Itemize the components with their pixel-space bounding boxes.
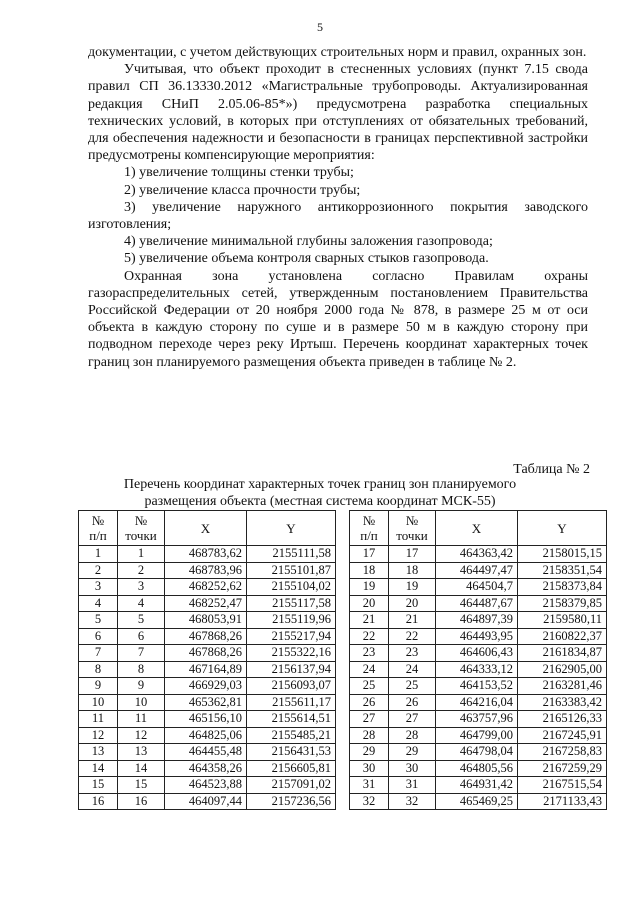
- cell-y: 2155111,58: [247, 546, 336, 563]
- cell-x: 464805,56: [436, 760, 518, 777]
- paragraph: 4) увеличение минимальной глубины заложения газопровода;: [124, 234, 493, 250]
- cell-num: 14: [79, 760, 118, 777]
- cell-x: 468252,47: [165, 595, 247, 612]
- paragraph: 2) увеличение класса прочности трубы;: [124, 182, 361, 198]
- cell-x: 465362,81: [165, 694, 247, 711]
- header-x: X: [436, 511, 518, 546]
- cell-y: 2157091,02: [247, 777, 336, 794]
- cell-y: 2155217,94: [247, 628, 336, 645]
- table-caption: Перечень координат характерных точек границ зон планируемого размещения объекта (местная система координат МСК-55): [123, 477, 517, 509]
- cell-point: 29: [389, 744, 436, 761]
- table-row: [350, 744, 607, 761]
- cell-num: 9: [79, 678, 118, 695]
- cell-point: 22: [389, 628, 436, 645]
- table-row: [350, 711, 607, 728]
- paragraph: 5) увеличение объема контроля сварных стыков газопровода.: [124, 251, 489, 267]
- table-row: [350, 777, 607, 794]
- cell-y: 2155614,51: [247, 711, 336, 728]
- cell-y: 2162905,00: [518, 661, 607, 678]
- table-row: [350, 579, 607, 596]
- cell-y: 2155322,16: [247, 645, 336, 662]
- cell-x: 464798,04: [436, 744, 518, 761]
- cell-num: 10: [79, 694, 118, 711]
- cell-point: 26: [389, 694, 436, 711]
- cell-point: 7: [118, 645, 165, 662]
- cell-x: 464497,47: [436, 562, 518, 579]
- cell-num: 26: [350, 694, 389, 711]
- cell-y: 2155101,87: [247, 562, 336, 579]
- cell-point: 23: [389, 645, 436, 662]
- table-row: [350, 678, 607, 695]
- header-point: № точки: [118, 511, 165, 546]
- cell-num: 19: [350, 579, 389, 596]
- cell-y: 2160822,37: [518, 628, 607, 645]
- table-row: [79, 661, 336, 678]
- header-num: № п/п: [79, 511, 118, 546]
- cell-x: 464333,12: [436, 661, 518, 678]
- cell-num: 32: [350, 793, 389, 810]
- table-row: [79, 562, 336, 579]
- cell-x: 467868,26: [165, 645, 247, 662]
- cell-num: 27: [350, 711, 389, 728]
- table-row: [350, 562, 607, 579]
- cell-point: 6: [118, 628, 165, 645]
- cell-point: 16: [118, 793, 165, 810]
- cell-x: 464799,00: [436, 727, 518, 744]
- cell-num: 12: [79, 727, 118, 744]
- cell-point: 3: [118, 579, 165, 596]
- cell-num: 21: [350, 612, 389, 629]
- cell-point: 15: [118, 777, 165, 794]
- cell-x: 464523,88: [165, 777, 247, 794]
- cell-point: 20: [389, 595, 436, 612]
- cell-num: 25: [350, 678, 389, 695]
- cell-point: 1: [118, 546, 165, 563]
- cell-x: 464455,48: [165, 744, 247, 761]
- header-point: № точки: [389, 511, 436, 546]
- page-number: 5: [317, 20, 323, 34]
- cell-x: 464897,39: [436, 612, 518, 629]
- cell-y: 2158351,54: [518, 562, 607, 579]
- cell-num: 3: [79, 579, 118, 596]
- table-row: [350, 595, 607, 612]
- cell-point: 14: [118, 760, 165, 777]
- cell-point: 27: [389, 711, 436, 728]
- table-row: [79, 694, 336, 711]
- table-row: [79, 595, 336, 612]
- cell-y: 2167245,91: [518, 727, 607, 744]
- table-row: [79, 711, 336, 728]
- cell-num: 5: [79, 612, 118, 629]
- cell-y: 2156431,53: [247, 744, 336, 761]
- table-row: [79, 777, 336, 794]
- paragraph: документации, с учетом действующих строительных норм и правил, охранных зон.: [88, 45, 587, 60]
- cell-y: 2167259,29: [518, 760, 607, 777]
- cell-y: 2155117,58: [247, 595, 336, 612]
- cell-y: 2163281,46: [518, 678, 607, 695]
- cell-num: 20: [350, 595, 389, 612]
- cell-num: 11: [79, 711, 118, 728]
- table-row: [350, 661, 607, 678]
- cell-point: 31: [389, 777, 436, 794]
- table-row: [350, 694, 607, 711]
- cell-x: 468252,62: [165, 579, 247, 596]
- cell-x: 468053,91: [165, 612, 247, 629]
- cell-num: 23: [350, 645, 389, 662]
- table-row: [79, 793, 336, 810]
- cell-point: 21: [389, 612, 436, 629]
- cell-point: 11: [118, 711, 165, 728]
- cell-num: 7: [79, 645, 118, 662]
- cell-x: 463757,96: [436, 711, 518, 728]
- cell-y: 2155611,17: [247, 694, 336, 711]
- cell-point: 9: [118, 678, 165, 695]
- table-row: [79, 727, 336, 744]
- cell-x: 467868,26: [165, 628, 247, 645]
- cell-num: 31: [350, 777, 389, 794]
- table-row: [79, 546, 336, 563]
- table-header-row: [350, 511, 607, 546]
- cell-num: 28: [350, 727, 389, 744]
- cell-x: 464606,43: [436, 645, 518, 662]
- cell-point: 24: [389, 661, 436, 678]
- cell-point: 19: [389, 579, 436, 596]
- cell-point: 30: [389, 760, 436, 777]
- cell-x: 468783,96: [165, 562, 247, 579]
- cell-y: 2167258,83: [518, 744, 607, 761]
- cell-y: 2158015,15: [518, 546, 607, 563]
- table-header-row: [79, 511, 336, 546]
- cell-x: 464493,95: [436, 628, 518, 645]
- cell-y: 2157236,56: [247, 793, 336, 810]
- cell-point: 17: [389, 546, 436, 563]
- cell-y: 2155485,21: [247, 727, 336, 744]
- paragraph: 3) увеличение наружного антикоррозионного покрытия заводского изготовления;: [88, 199, 588, 233]
- cell-num: 17: [350, 546, 389, 563]
- cell-num: 8: [79, 661, 118, 678]
- cell-y: 2167515,54: [518, 777, 607, 794]
- table-row: [350, 760, 607, 777]
- cell-point: 28: [389, 727, 436, 744]
- table-row: [79, 628, 336, 645]
- header-x: X: [165, 511, 247, 546]
- cell-x: 464825,06: [165, 727, 247, 744]
- cell-x: 464216,04: [436, 694, 518, 711]
- paragraph: Охранная зона установлена согласно Правилам охраны газораспределительных сетей, утвержденным постановлением Правительства Российской Федерации от 20 ноября 2000 года № 878, в размере 25 м от оси объекта в каждую сторону по суше и в размере 50 м в каждую сторону при подводном переходе через реку Иртыш. Перечень координат характерных точек границ зон планируемого размещения объекта приведен в таблице № 2.: [88, 268, 588, 370]
- paragraph: Учитывая, что объект проходит в стесненных условиях (пункт 7.15 свода правил СП 36.13330.2012 «Магистральные трубопроводы. Актуализированная редакция СНиП 2.05.06-85*») предусмотрена разработка специальных технических условий, в которых при отступлениях от обязательных требований, для обеспечения надежности и безопасности в границах перспективной застройки предусмотрены компенсирующие мероприятия:: [88, 62, 588, 164]
- cell-x: 464504,7: [436, 579, 518, 596]
- cell-y: 2171133,43: [518, 793, 607, 810]
- cell-num: 16: [79, 793, 118, 810]
- cell-num: 2: [79, 562, 118, 579]
- cell-y: 2156093,07: [247, 678, 336, 695]
- header-y: Y: [247, 511, 336, 546]
- cell-num: 24: [350, 661, 389, 678]
- cell-point: 5: [118, 612, 165, 629]
- cell-num: 18: [350, 562, 389, 579]
- table-row: [79, 645, 336, 662]
- cell-point: 10: [118, 694, 165, 711]
- cell-x: 464097,44: [165, 793, 247, 810]
- cell-y: 2161834,87: [518, 645, 607, 662]
- cell-y: 2158373,84: [518, 579, 607, 596]
- table-row: [350, 546, 607, 563]
- table-row: [350, 645, 607, 662]
- cell-y: 2165126,33: [518, 711, 607, 728]
- cell-y: 2155104,02: [247, 579, 336, 596]
- cell-y: 2156137,94: [247, 661, 336, 678]
- paragraph: 1) увеличение толщины стенки трубы;: [124, 165, 354, 181]
- cell-num: 4: [79, 595, 118, 612]
- cell-num: 29: [350, 744, 389, 761]
- cell-num: 6: [79, 628, 118, 645]
- cell-point: 8: [118, 661, 165, 678]
- table-row: [350, 628, 607, 645]
- cell-num: 13: [79, 744, 118, 761]
- cell-x: 465469,25: [436, 793, 518, 810]
- cell-y: 2159580,11: [518, 612, 607, 629]
- table-row: [79, 744, 336, 761]
- cell-x: 466929,03: [165, 678, 247, 695]
- cell-x: 464153,52: [436, 678, 518, 695]
- cell-point: 18: [389, 562, 436, 579]
- cell-x: 468783,62: [165, 546, 247, 563]
- cell-x: 467164,89: [165, 661, 247, 678]
- cell-point: 4: [118, 595, 165, 612]
- table-row: [350, 612, 607, 629]
- table-row: [79, 612, 336, 629]
- cell-point: 12: [118, 727, 165, 744]
- cell-y: 2156605,81: [247, 760, 336, 777]
- cell-x: 464487,67: [436, 595, 518, 612]
- table-row: [79, 579, 336, 596]
- header-num: № п/п: [350, 511, 389, 546]
- cell-num: 30: [350, 760, 389, 777]
- cell-point: 13: [118, 744, 165, 761]
- cell-y: 2158379,85: [518, 595, 607, 612]
- table-row: [79, 678, 336, 695]
- coordinates-table-left: [78, 510, 336, 810]
- cell-point: 2: [118, 562, 165, 579]
- body-text: [88, 44, 588, 371]
- cell-x: 464363,42: [436, 546, 518, 563]
- cell-x: 465156,10: [165, 711, 247, 728]
- cell-y: 2155119,96: [247, 612, 336, 629]
- table-label: Таблица № 2: [513, 462, 590, 477]
- cell-num: 1: [79, 546, 118, 563]
- coordinates-table-right: [349, 510, 607, 810]
- header-y: Y: [518, 511, 607, 546]
- cell-point: 32: [389, 793, 436, 810]
- cell-num: 15: [79, 777, 118, 794]
- cell-x: 464358,26: [165, 760, 247, 777]
- cell-x: 464931,42: [436, 777, 518, 794]
- cell-num: 22: [350, 628, 389, 645]
- cell-y: 2163383,42: [518, 694, 607, 711]
- cell-point: 25: [389, 678, 436, 695]
- table-row: [350, 727, 607, 744]
- table-row: [350, 793, 607, 810]
- table-row: [79, 760, 336, 777]
